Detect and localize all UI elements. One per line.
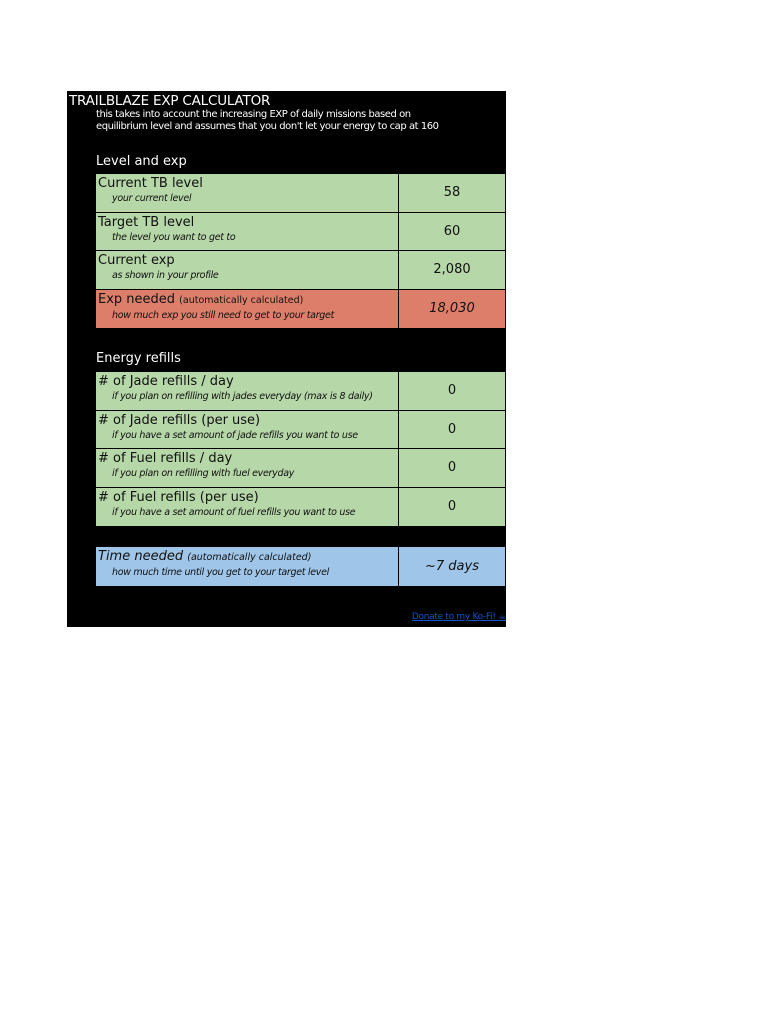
- target-level-row: [96, 213, 505, 252]
- fuel-refills-day-label: # of Fuel refills / day: [98, 451, 233, 466]
- current-exp-input[interactable]: 2,080: [433, 262, 471, 278]
- current-exp-note: as shown in your profile: [112, 270, 219, 281]
- sheet-title: TRAILBLAZE EXP CALCULATOR: [69, 93, 271, 109]
- energy-section-heading: Energy refills: [96, 351, 181, 366]
- time-needed-value: ~7 days: [425, 558, 479, 574]
- level-section-heading: Level and exp: [96, 154, 187, 169]
- time-needed-label: Time needed: [98, 549, 184, 564]
- target-level-note: the level you want to get to: [112, 231, 236, 243]
- jade-refills-day-note: if you plan on refilling with jades everyday (max is 8 daily): [112, 391, 373, 402]
- jade-refills-use-note: if you have a set amount of jade refills you want to use: [112, 429, 358, 441]
- target-level-label: Target TB level: [98, 214, 195, 230]
- jade-refills-use-label: # of Jade refills (per use): [98, 412, 261, 428]
- kofi-donate-link[interactable]: Donate to my Ko-Fi! ☕: [411, 612, 506, 622]
- subtitle-line-1: this takes into account the increasing EXP of daily missions based on: [96, 109, 411, 120]
- fuel-refills-use-row: [96, 488, 505, 527]
- exp-needed-auto-note: (automatically calculated): [179, 294, 304, 306]
- level-table: [95, 173, 506, 329]
- exp-needed-value: 18,030: [429, 301, 475, 317]
- jade-refills-day-input[interactable]: 0: [447, 383, 457, 399]
- fuel-refills-day-row: [96, 449, 505, 488]
- current-level-input[interactable]: 58: [443, 185, 461, 201]
- fuel-refills-use-note: if you have a set amount of fuel refills you want to use: [112, 506, 356, 518]
- current-exp-row: [96, 251, 505, 290]
- time-needed-row: [96, 547, 505, 586]
- fuel-refills-use-input[interactable]: 0: [447, 499, 457, 515]
- time-needed-auto-note: (automatically calculated): [187, 552, 312, 563]
- jade-refills-day-row: [96, 372, 505, 411]
- current-exp-label: Current exp: [98, 253, 175, 268]
- calculator-sheet: [67, 91, 506, 627]
- fuel-refills-day-note: if you plan on refilling with fuel everyday: [112, 468, 295, 479]
- sheet-subtitle: [96, 109, 439, 132]
- time-needed-note: how much time until you get to your target level: [112, 567, 330, 578]
- jade-refills-use-input[interactable]: 0: [447, 421, 457, 437]
- subtitle-line-2: equilibrium level and assumes that you don't let your energy to cap at 160: [96, 120, 439, 132]
- jade-refills-use-row: [96, 411, 505, 450]
- current-level-note: your current level: [112, 193, 192, 204]
- target-level-input[interactable]: 60: [443, 223, 461, 239]
- result-table: [95, 546, 506, 587]
- current-level-label: Current TB level: [98, 176, 203, 191]
- fuel-refills-day-input[interactable]: 0: [447, 460, 457, 476]
- current-level-row: [96, 174, 505, 213]
- jade-refills-day-label: # of Jade refills / day: [98, 374, 234, 389]
- energy-table: [95, 371, 506, 527]
- exp-needed-row: [96, 290, 505, 329]
- exp-needed-label: Exp needed: [98, 291, 176, 307]
- exp-needed-note: how much exp you still need to get to your target: [112, 309, 334, 321]
- fuel-refills-use-label: # of Fuel refills (per use): [98, 489, 259, 505]
